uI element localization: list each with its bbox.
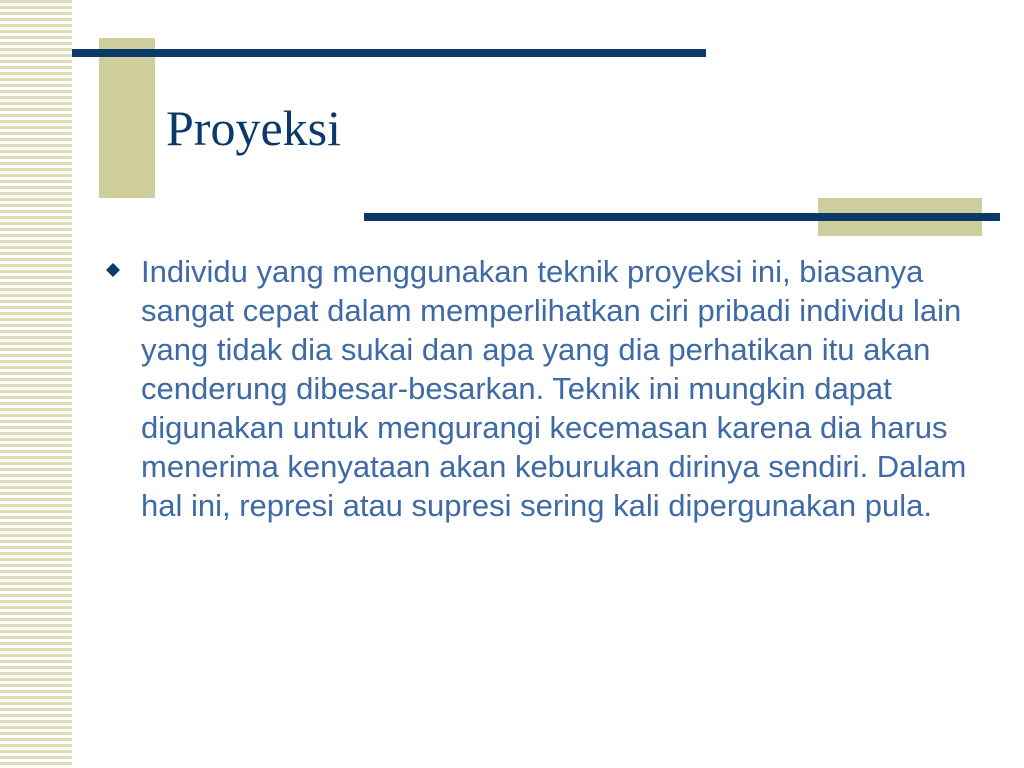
diamond-bullet-icon (105, 262, 121, 278)
bullet-text: Individu yang menggunakan teknik proyeksi ini, biasanya sangat cepat dalam memperlihatkan ciri pribadi individu lain yang tidak dia sukai dan apa yang dia perhatikan itu akan cenderung dibesar-besarkan. Teknik ini mungkin dapat digunakan untuk mengurangi kecemasan karena dia harus menerima kenyataan akan keburukan dirinya sendiri. Dalam hal ini, represi atau supresi sering kali dipergunakan pula. (141, 254, 967, 523)
decorative-navy-bar-bottom (364, 213, 1000, 221)
slide-title: Proyeksi (166, 100, 341, 156)
decorative-khaki-block-left (99, 38, 155, 198)
decorative-navy-bar-top (72, 49, 706, 57)
decorative-stripe-band (0, 0, 72, 768)
bullet-list-item (105, 252, 975, 525)
